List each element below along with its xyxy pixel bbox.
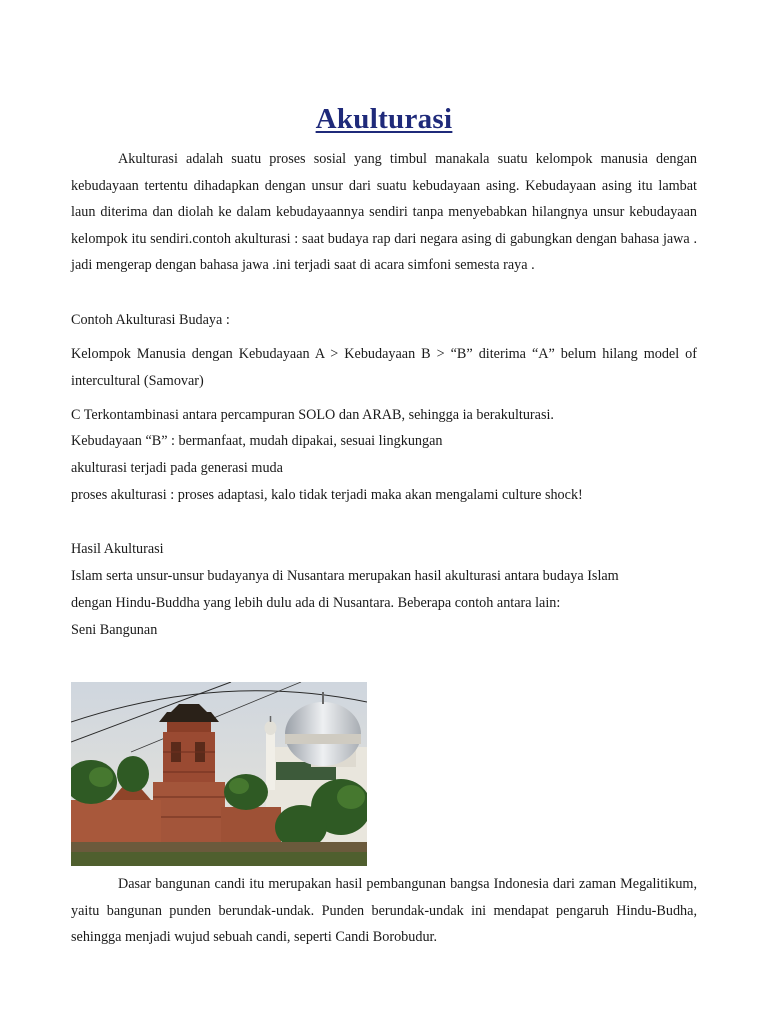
result-paragraph-line: dengan Hindu-Buddha yang lebih dulu ada di Nusantara. Beberapa contoh antara lain: — [71, 595, 561, 611]
art-label: Seni Bangunan — [71, 622, 158, 638]
list-item: proses akulturasi : proses adaptasi, kalo tidak terjadi maka akan mengalami culture shock! — [71, 487, 583, 503]
example-paragraph: Kelompok Manusia dengan Kebudayaan A > Kebudayaan B > “B” diterima “A” belum hilang model of intercultural (Samovar) — [71, 346, 697, 389]
result-heading: Hasil Akulturasi — [71, 541, 164, 557]
list-item: C Terkontambinasi antara percampuran SOLO dan ARAB, sehingga ia berakulturasi. — [71, 407, 554, 423]
list-item: Kebudayaan “B” : bermanfaat, mudah dipakai, sesuai lingkungan — [71, 433, 443, 449]
example-heading: Contoh Akulturasi Budaya : — [71, 312, 230, 328]
closing-paragraph: Dasar bangunan candi itu merupakan hasil pembangunan bangsa Indonesia dari zaman Megalitikum, yaitu bangunan punden berundak-undak. Punden berundak-undak ini mendapat pengaruh Hindu-Budha, sehingga menjadi wujud sebuah candi, seperti Candi Borobudur. — [71, 876, 697, 945]
list-item: akulturasi terjadi pada generasi muda — [71, 460, 283, 476]
result-paragraph-line: Islam serta unsur-unsur budayanya di Nusantara merupakan hasil akulturasi antara budaya Islam — [71, 568, 619, 584]
mosque-minaret-photo — [71, 682, 367, 866]
intro-paragraph: Akulturasi adalah suatu proses sosial yang timbul manakala suatu kelompok manusia dengan kebudayaan tertentu dihadapkan dengan unsur dari suatu kebudayaan asing. Kebudayaan asing itu lambat laun diterima dan diolah ke dalam kebudayaannya sendiri tanpa menyebabkan hilangnya unsur kebudayaan kelompok itu sendiri.contoh akulturasi : saat budaya rap dari negara asing di gabungkan dengan bahasa jawa . jadi mengerap dengan bahasa jawa .ini terjadi saat di acara simfoni semesta raya . — [71, 151, 697, 273]
page-title: Akulturasi — [315, 103, 453, 136]
